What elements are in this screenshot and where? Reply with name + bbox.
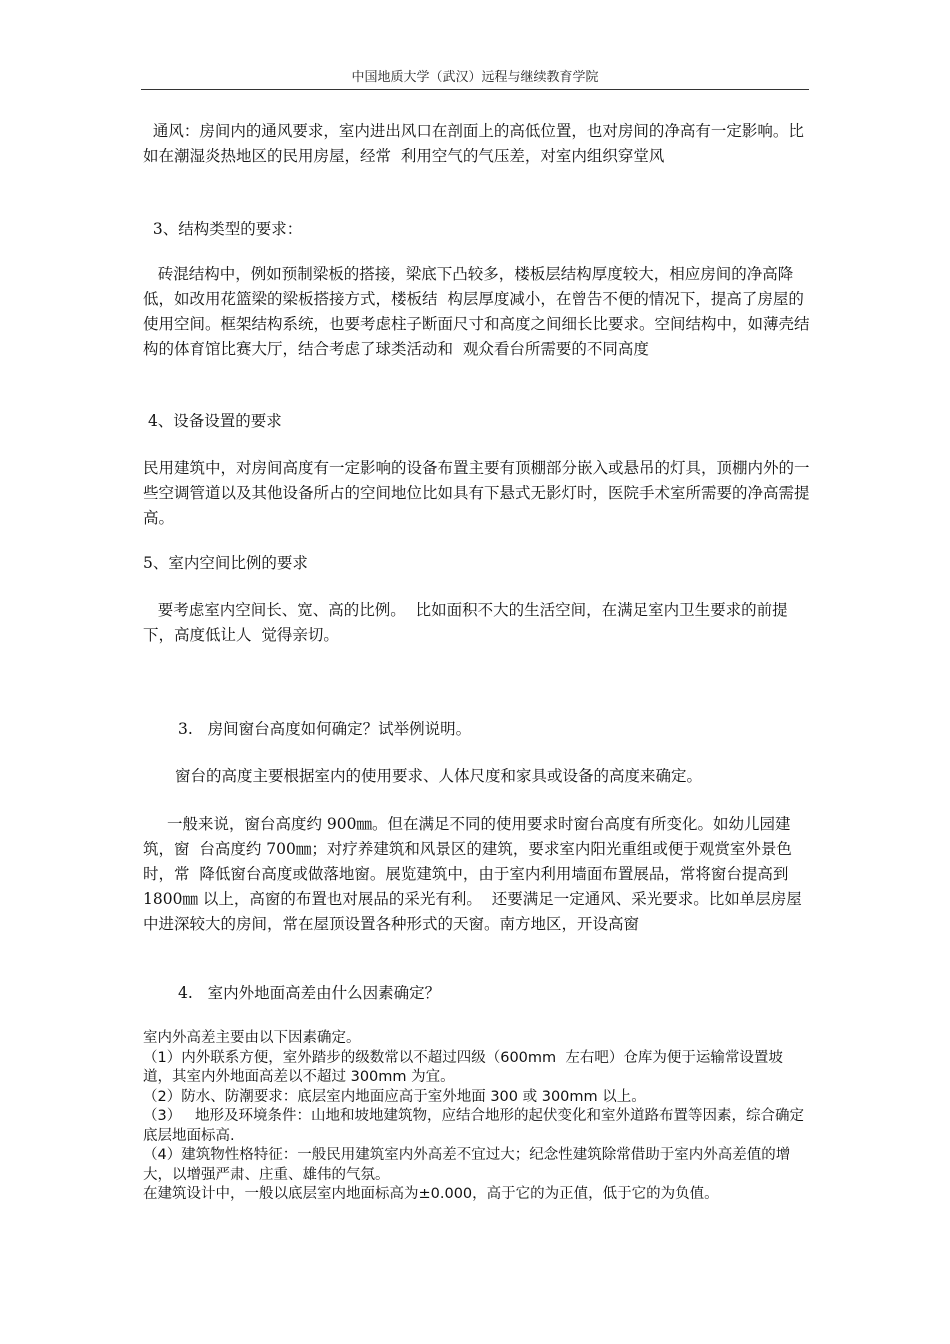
ventilation-paragraph <box>143 119 811 169</box>
page-header-title: 中国地质大学（武汉）远程与继续教育学院 <box>351 70 599 85</box>
answer-item-4: （4）建筑物性格特征：一般民用建筑室内外高差不宜过大；纪念性建筑除常借助于室内外高差值的增大，以增强严肃、庄重、雄伟的气氛。 <box>143 1147 791 1183</box>
equipment-paragraph <box>143 456 811 531</box>
section-heading-proportion <box>143 551 811 576</box>
question-4-answer <box>143 1029 811 1205</box>
question-text: 3. 房间窗台高度如何确定？试举例说明。 <box>178 720 472 738</box>
answer-item-2: （2）防水、防潮要求：底层室内地面应高于室外地面 300 或 300mm 以上。 <box>143 1088 646 1105</box>
answer-intro: 室内外高差主要由以下因素确定。 <box>143 1030 361 1046</box>
question-3-answer-2 <box>143 812 811 937</box>
paragraph-text: 民用建筑中，对房间高度有一定影响的设备布置主要有顶棚部分嵌入或悬吊的灯具，顶棚内外的一些空调管道以及其他设备所占的空间地位比如具有下悬式无影灯时，医院手术室所需要的净高需提高。 <box>143 459 810 527</box>
paragraph-text: 通风：房间内的通风要求，室内进出风口在剖面上的高低位置，也对房间的净高有一定影响。比如在潮湿炎热地区的民用房屋，经常 利用空气的气压差，对室内组织穿堂风 <box>143 122 804 165</box>
heading-text: 3、结构类型的要求： <box>143 220 303 238</box>
section-heading-structure <box>143 217 811 242</box>
paragraph-text: 窗台的高度主要根据室内的使用要求、人体尺度和家具或设备的高度来确定。 <box>175 767 703 785</box>
structure-paragraph <box>143 262 811 362</box>
answer-item-1: （1）内外联系方便，室外踏步的级数常以不超过四级（600mm 左右吧）仓库为便于运输常设置坡道，其室内外地面高差以不超过 300mm 为宜。 <box>143 1049 783 1085</box>
paragraph-text: 一般来说，窗台高度约 900㎜。但在满足不同的使用要求时窗台高度有所变化。如幼儿园建筑，窗 台高度约 700㎜；对疗养建筑和风景区的建筑，要求室内阳光重组或便于观赏室外景色时，常 降低窗台高度或做落地窗。展览建筑中，由于室内利用墙面布置展品，常将窗台提高到 1800㎜ 以上，高窗的布置也对展品的采光有利。 还要满足一定通风、采光要求。比如单层房屋中进深较大的房间，常在屋顶设置各种形式的天窗。南方地区，开设高窗 <box>143 815 802 933</box>
paragraph-text: 砖混结构中，例如预制梁板的搭接，梁底下凸较多，楼板层结构厚度较大，相应房间的净高降低，如改用花篮梁的梁板搭接方式，楼板结 构层厚度减小，在曾告不便的情况下，提高了房屋的使用空间。框架结构系统，也要考虑柱子断面尺寸和高度之间细长比要求。空间结构中，如薄壳结构的体育馆比赛大厅，结合考虑了球类活动和 观众看台所需要的不同高度 <box>143 265 810 358</box>
paragraph-text: 要考虑室内空间长、宽、高的比例。 比如面积不大的生活空间，在满足室内卫生要求的前提下，高度低让人 觉得亲切。 <box>143 601 788 644</box>
question-3-answer-1 <box>143 764 811 789</box>
question-4-heading <box>178 981 798 1006</box>
header-divider <box>141 89 809 90</box>
heading-text: 4、设备设置的要求 <box>143 412 282 430</box>
heading-text: 5、室内空间比例的要求 <box>143 554 308 572</box>
question-text: 4. 室内外地面高差由什么因素确定？ <box>178 984 441 1002</box>
answer-item-3: （3） 地形及环境条件：山地和坡地建筑物，应结合地形的起伏变化和室外道路布置等因素，综合确定底层地面标高. <box>143 1108 805 1144</box>
question-3-heading <box>178 717 798 742</box>
section-heading-equipment <box>143 409 811 434</box>
answer-conclusion: 在建筑设计中，一般以底层室内地面标高为±0.000，高于它的为正值，低于它的为负值。 <box>143 1186 719 1202</box>
proportion-paragraph <box>143 598 811 648</box>
